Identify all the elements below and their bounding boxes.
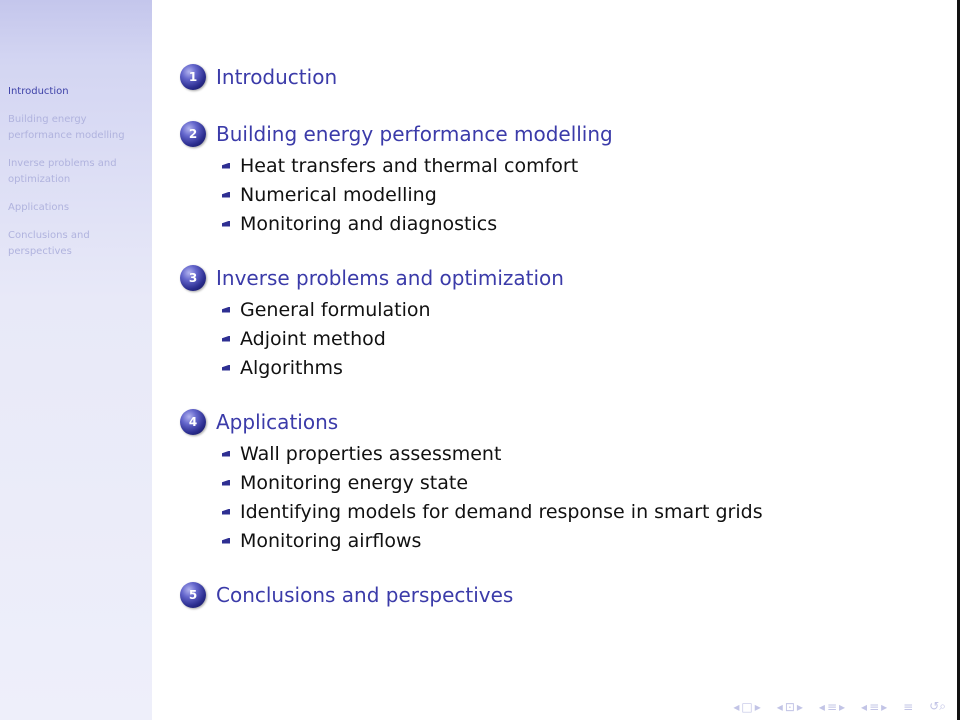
subsubsection-icon: ≡ bbox=[869, 699, 880, 714]
subsection-bullet-icon bbox=[222, 451, 230, 457]
section-icon: ≡ bbox=[826, 699, 837, 714]
toc-section-applications bbox=[178, 405, 938, 555]
subsection-title: Monitoring and diagnostics bbox=[240, 212, 498, 235]
subsection-title: Adjoint method bbox=[240, 327, 386, 350]
toc-subsection-link[interactable] bbox=[178, 324, 938, 353]
subsection-bullet-icon bbox=[222, 509, 230, 515]
section-number-ball-icon: 5 bbox=[180, 582, 206, 608]
align-navigation[interactable] bbox=[903, 700, 913, 714]
toc-section-link[interactable] bbox=[178, 60, 938, 94]
section-number-ball-icon: 3 bbox=[180, 265, 206, 291]
toc-section-link[interactable] bbox=[178, 117, 938, 151]
subsection-list bbox=[178, 295, 938, 382]
subsection-bullet-icon bbox=[222, 307, 230, 313]
toc-section-conclusions bbox=[178, 578, 938, 612]
arrow-left-icon[interactable]: ◂ bbox=[733, 699, 740, 714]
align-icon[interactable]: ≡ bbox=[903, 699, 914, 714]
toc-section-introduction bbox=[178, 60, 938, 94]
subsection-title: Numerical modelling bbox=[240, 183, 437, 206]
arrow-left-icon[interactable]: ◂ bbox=[861, 699, 868, 714]
subsection-bullet-icon bbox=[222, 538, 230, 544]
subsection-title: Heat transfers and thermal comfort bbox=[240, 154, 579, 177]
sidebar-nav bbox=[8, 84, 148, 272]
subsection-navigation[interactable] bbox=[777, 700, 803, 714]
toc-section-link[interactable] bbox=[178, 578, 938, 612]
subsection-title: Wall properties assessment bbox=[240, 442, 502, 465]
toc-subsection-link[interactable] bbox=[178, 526, 938, 555]
subsection-bullet-icon bbox=[222, 480, 230, 486]
subsection-icon: ⊡ bbox=[784, 699, 795, 714]
section-number-ball-icon: 4 bbox=[180, 409, 206, 435]
toc-section-link[interactable] bbox=[178, 261, 938, 295]
section-title: Inverse problems and optimization bbox=[216, 266, 564, 290]
toc-section-link[interactable] bbox=[178, 405, 938, 439]
toc-subsection-link[interactable] bbox=[178, 439, 938, 468]
toc-subsection-link[interactable] bbox=[178, 209, 938, 238]
subsection-title: Monitoring energy state bbox=[240, 471, 469, 494]
section-number-ball-icon: 2 bbox=[180, 121, 206, 147]
section-navigation[interactable] bbox=[819, 700, 845, 714]
section-title: Applications bbox=[216, 410, 339, 434]
sidebar bbox=[0, 0, 152, 720]
toc-subsection-link[interactable] bbox=[178, 295, 938, 324]
frame-navigation[interactable] bbox=[733, 700, 760, 714]
arrow-left-icon[interactable]: ◂ bbox=[776, 699, 783, 714]
sidebar-item-building-energy[interactable]: Building energy performance modelling bbox=[8, 114, 125, 141]
toc-subsection-link[interactable] bbox=[178, 151, 938, 180]
section-number-ball-icon: 1 bbox=[180, 64, 206, 90]
section-title: Conclusions and perspectives bbox=[216, 583, 514, 607]
sidebar-item-conclusions[interactable]: Conclusions and perspectives bbox=[8, 230, 90, 257]
toc-subsection-link[interactable] bbox=[178, 468, 938, 497]
toc-section-inverse-problems bbox=[178, 261, 938, 382]
subsection-list bbox=[178, 151, 938, 238]
subsection-bullet-icon bbox=[222, 336, 230, 342]
section-title: Building energy performance modelling bbox=[216, 122, 613, 146]
subsection-list bbox=[178, 439, 938, 555]
sidebar-item-applications[interactable]: Applications bbox=[8, 202, 70, 213]
toc-subsection-link[interactable] bbox=[178, 497, 938, 526]
toc-section-building-energy bbox=[178, 117, 938, 238]
sidebar-item-inverse-problems[interactable]: Inverse problems and optimization bbox=[8, 158, 117, 185]
section-title: Introduction bbox=[216, 65, 338, 89]
sidebar-item-introduction[interactable]: Introduction bbox=[8, 86, 69, 97]
arrow-right-icon[interactable]: ▸ bbox=[839, 699, 846, 714]
arrow-right-icon[interactable]: ▸ bbox=[796, 699, 803, 714]
subsection-bullet-icon bbox=[222, 221, 230, 227]
subsection-title: Algorithms bbox=[240, 356, 343, 379]
arrow-left-icon[interactable]: ◂ bbox=[818, 699, 825, 714]
frame-icon: □ bbox=[741, 699, 753, 714]
subsection-title: Identifying models for demand response in smart grids bbox=[240, 500, 763, 523]
subsection-title: Monitoring airflows bbox=[240, 529, 422, 552]
search-navigation[interactable] bbox=[929, 699, 946, 714]
subsection-bullet-icon bbox=[222, 365, 230, 371]
subsection-bullet-icon bbox=[222, 192, 230, 198]
subsubsection-navigation[interactable] bbox=[861, 700, 887, 714]
arrow-right-icon[interactable]: ▸ bbox=[881, 699, 888, 714]
toc-subsection-link[interactable] bbox=[178, 353, 938, 382]
search-icon[interactable]: ↺⌕ bbox=[929, 699, 946, 713]
beamer-navigation-bar bbox=[733, 699, 946, 714]
subsection-bullet-icon bbox=[222, 163, 230, 169]
table-of-contents bbox=[178, 60, 938, 635]
arrow-right-icon[interactable]: ▸ bbox=[754, 699, 761, 714]
toc-subsection-link[interactable] bbox=[178, 180, 938, 209]
subsection-title: General formulation bbox=[240, 298, 431, 321]
